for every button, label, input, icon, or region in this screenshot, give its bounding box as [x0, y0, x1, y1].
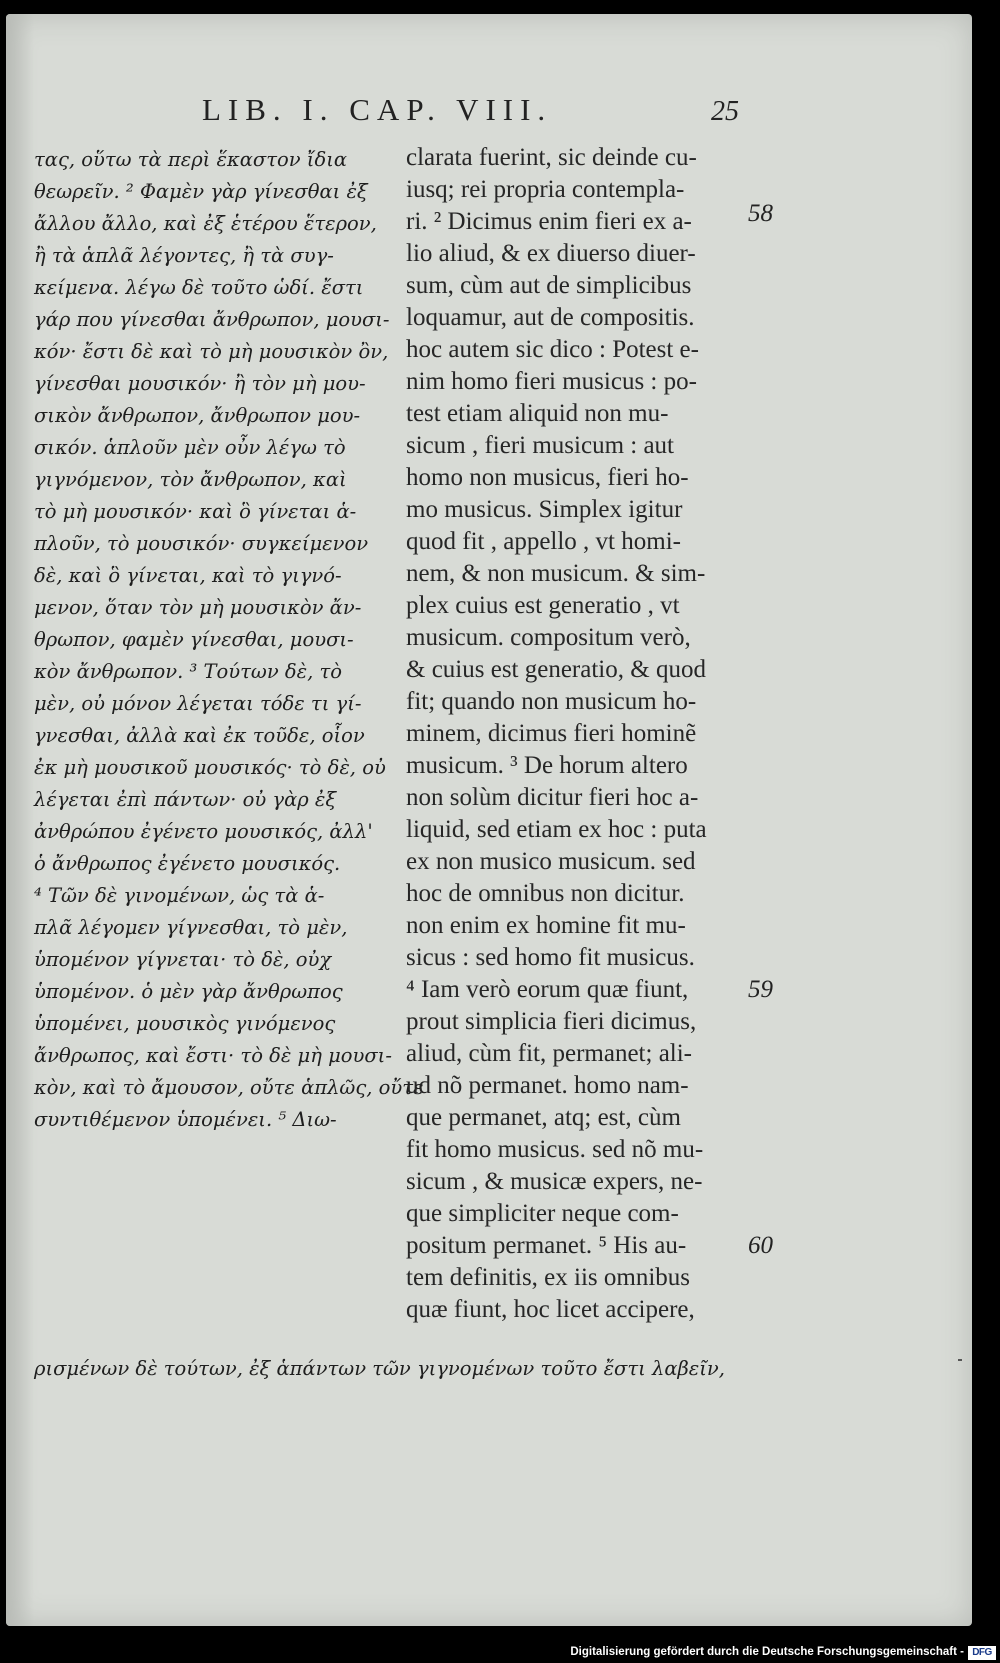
greek-text-line: ἄλλου ἄλλο, καὶ ἐξ ἑτέρου ἕτερον, — [34, 212, 377, 235]
greek-text-line: τὸ μὴ μουσικόν· καὶ ὃ γίνεται ἁ- — [34, 500, 357, 523]
latin-text-line: ex non musico musicum. sed — [406, 848, 696, 875]
greek-text-line: γιγνόμενον, τὸν ἄνθρωπον, καὶ — [34, 468, 347, 491]
latin-text-line: mo musicus. Simplex igitur — [406, 496, 683, 523]
page-header — [6, 92, 972, 132]
greek-text-line: ὑπομένον. ὁ μὲν γὰρ ἄνθρωπος — [34, 980, 343, 1003]
greek-text-line: λέγεται ἐπὶ πάντων· οὐ γὰρ ἐξ — [34, 788, 337, 811]
latin-text-line: test etiam aliquid non mu- — [406, 400, 669, 427]
greek-text-line: μενον, ὅταν τὸν μὴ μουσικὸν ἄν- — [34, 596, 362, 619]
margin-number-60: 60 — [748, 1232, 773, 1259]
latin-text-line: non enim ex homine fit mu- — [406, 912, 686, 939]
page-number: 25 — [711, 96, 739, 127]
greek-text-line: κόν· ἔστι δὲ καὶ τὸ μὴ μουσικὸν ὂν, — [34, 340, 389, 363]
greek-text-line: ἢ τὰ ἁπλᾶ λέγοντες, ἢ τὰ συγ- — [34, 244, 334, 267]
greek-text-line: πλοῦν, τὸ μουσικόν· συγκείμενον — [34, 532, 369, 555]
greek-text-line: δὲ, καὶ ὃ γίνεται, καὶ τὸ γιγνό- — [34, 564, 342, 587]
greek-text-line: σικόν. ἁπλοῦν μὲν οὖν λέγω τὸ — [34, 436, 346, 459]
latin-text-line: fit homo musicus. sed nõ mu- — [406, 1136, 704, 1163]
latin-text-line: minem, dicimus fieri hominẽ — [406, 720, 697, 747]
greek-text-line: ⁴ Τῶν δὲ γινομένων, ὡς τὰ ἁ- — [34, 884, 325, 907]
latin-text-line: tem definitis, ex iis omnibus — [406, 1264, 691, 1291]
latin-text-line: fit; quando non musicum ho- — [406, 688, 697, 715]
latin-text-line: nem, & non musicum. & sim- — [406, 560, 706, 587]
latin-text-line: hoc de omnibus non dicitur. — [406, 880, 685, 907]
greek-text-line: θρωπον, φαμὲν γίνεσθαι, μουσι- — [34, 628, 354, 651]
dfg-logo-icon: DFG — [968, 1646, 996, 1660]
greek-text-line: ὁ ἄνθρωπος ἐγένετο μουσικός. — [34, 852, 341, 875]
latin-text-line: iusq; rei propria contempla- — [406, 176, 685, 203]
greek-text-line: κείμενα. λέγω δὲ τοῦτο ὡδί. ἔστι — [34, 276, 364, 299]
latin-text-line: clarata fuerint, sic deinde cu- — [406, 144, 697, 171]
latin-text-line: quæ fiunt, hoc licet accipere, — [406, 1296, 695, 1323]
greek-text-line: μὲν, οὐ μόνον λέγεται τόδε τι γί- — [34, 692, 362, 715]
latin-text-line: sicum , fieri musicum : aut — [406, 432, 675, 459]
footer-bar — [0, 1644, 1000, 1663]
greek-text-line: σικὸν ἄνθρωπον, ἄνθρωπον μου- — [34, 404, 361, 427]
greek-text-line: κὸν ἄνθρωπον. ³ Τούτων δὲ, τὸ — [34, 660, 343, 683]
margin-number-58: 58 — [748, 200, 773, 227]
paper-speck — [958, 1359, 962, 1361]
greek-text-column — [34, 144, 424, 1136]
greek-text-line: γνεσθαι, ἀλλὰ καὶ ἐκ τοῦδε, οἷον — [34, 724, 365, 747]
latin-text-line: liquid, sed etiam ex hoc : puta — [406, 816, 707, 843]
latin-text-column — [406, 142, 746, 1326]
greek-text-line: ἀνθρώπου ἐγένετο μουσικός, ἀλλ' — [34, 820, 373, 843]
latin-text-line: positum permanet. ⁵ His au- — [406, 1232, 687, 1259]
latin-text-line: prout simplicia fieri dicimus, — [406, 1008, 697, 1035]
greek-text-line: τας, οὕτω τὰ περὶ ἕκαστον ἴδια — [34, 148, 348, 171]
latin-text-line: non solùm dicitur fieri hoc a- — [406, 784, 699, 811]
latin-text-line: homo non musicus, fieri ho- — [406, 464, 689, 491]
greek-text-line: συντιθέμενον ὑπομένει. ⁵ Διω- — [34, 1108, 337, 1131]
latin-text-line: ud nõ permanet. homo nam- — [406, 1072, 689, 1099]
greek-text-line: γάρ που γίνεσθαι ἄνθρωπον, μουσι- — [34, 308, 390, 331]
greek-text-line: κὸν, καὶ τὸ ἄμουσον, οὔτε ἁπλῶς, οὔτε — [34, 1076, 424, 1099]
greek-full-width-line: ρισμένων δὲ τούτων, ἐξ ἁπάντων τῶν γιγνομένων τοῦτο ἔστι λαβεῖν, — [34, 1357, 725, 1380]
page-gutter-shadow — [6, 14, 34, 1626]
greek-text-line: πλᾶ λέγομεν γίγνεσθαι, τὸ μὲν, — [34, 916, 348, 939]
latin-text-line: sicus : sed homo fit musicus. — [406, 944, 695, 971]
greek-text-line: ὑπομένον γίγνεται· τὸ δὲ, οὐχ — [34, 948, 332, 971]
latin-text-line: ri. ² Dicimus enim fieri ex a- — [406, 208, 692, 235]
running-title: LIB. I. CAP. VIII. — [202, 92, 553, 127]
latin-text-line: quod fit , appello , vt homi- — [406, 528, 681, 555]
latin-text-line: lio aliud, & ex diuerso diuer- — [406, 240, 696, 267]
latin-text-line: loquamur, aut de compositis. — [406, 304, 695, 331]
greek-text-line: θεωρεῖν. ² Φαμὲν γὰρ γίνεσθαι ἐξ — [34, 180, 368, 203]
greek-text-line: γίνεσθαι μουσικόν· ἢ τὸν μὴ μου- — [34, 372, 366, 395]
latin-text-line: musicum. compositum verò, — [406, 624, 691, 651]
greek-text-line: ἐκ μὴ μουσικοῦ μουσικός· τὸ δὲ, οὐ — [34, 756, 386, 779]
latin-text-line: nim homo fieri musicus : po- — [406, 368, 697, 395]
digitization-credit: Digitalisierung gefördert durch die Deutsche Forschungsgemeinschaft - — [570, 1646, 964, 1658]
margin-number-59: 59 — [748, 976, 773, 1003]
latin-text-line: plex cuius est generatio , vt — [406, 592, 680, 619]
latin-text-line: hoc autem sic dico : Potest e- — [406, 336, 699, 363]
latin-text-line: que permanet, atq; est, cùm — [406, 1104, 681, 1131]
book-page — [6, 14, 972, 1626]
latin-text-line: & cuius est generatio, & quod — [406, 656, 706, 683]
latin-text-line: sicum , & musicæ expers, ne- — [406, 1168, 703, 1195]
latin-text-line: aliud, cùm fit, permanet; ali- — [406, 1040, 693, 1067]
latin-text-line: que simpliciter neque com- — [406, 1200, 679, 1227]
latin-text-line: musicum. ³ De horum altero — [406, 752, 688, 779]
greek-text-line: ὑπομένει, μουσικὸς γινόμενος — [34, 1012, 336, 1035]
latin-text-line: sum, cùm aut de simplicibus — [406, 272, 692, 299]
latin-text-line: ⁴ Iam verò eorum quæ fiunt, — [406, 976, 689, 1003]
greek-text-line: ἄνθρωπος, καὶ ἔστι· τὸ δὲ μὴ μουσι- — [34, 1044, 392, 1067]
